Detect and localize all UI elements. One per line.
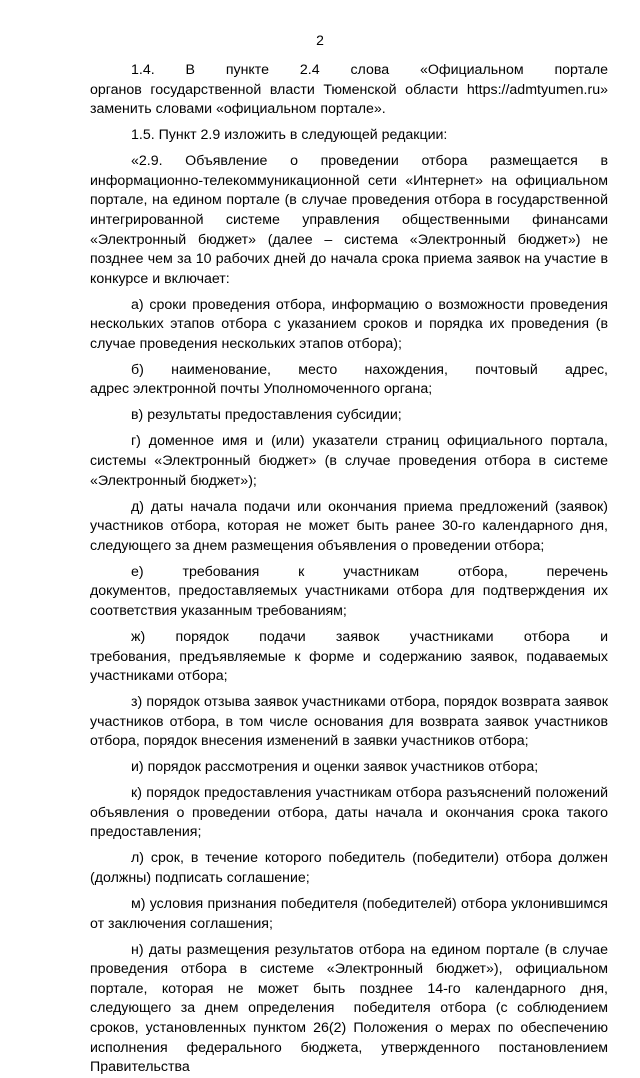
list-item-d: д) даты начала подачи или окончания приема предложений (заявок) участников отбора, которая не может быть ранее 30-го календарного дня, следующего за днем размещения объявления о проведении отбора; <box>90 498 612 554</box>
document-body <box>90 61 628 1078</box>
list-item-m: м) условия признания победителя (победителей) отбора уклонившимся от заключения соглашения; <box>90 896 612 932</box>
list-item-b: б) наименование, место нахождения, почтовый адрес, адрес электронной почты Уполномоченного органа; <box>90 361 628 398</box>
list-item-v: в) результаты предоставления субсидии; <box>131 407 402 424</box>
list-item-zh: ж) порядок подачи заявок участниками отбора и требования, предъявляемые к форме и содержанию заявок, подаваемых участниками отбора; <box>90 628 628 685</box>
list-item-e: е) требования к участникам отбора, перечень документов, предоставляемых участниками отбора для подтверждения их соответствия указанным требованиям; <box>90 563 628 619</box>
list-item-l: л) срок, в течение которого победитель (победители) отбора должен (должны) подписать соглашение; <box>90 850 612 887</box>
list-item-k: к) порядок предоставления участникам отбора разъяснений положений объявления о проведении отбора, даты начала и окончания срока такого предоставления; <box>90 785 612 841</box>
list-item-a: а) сроки проведения отбора, информацию о возможности проведения нескольких этапов отбора с указанием сроков и порядка их проведения (в случае проведения нескольких этапов отбора); <box>90 296 612 352</box>
list-item-g: г) доменное имя и (или) указатели страниц официального портала, системы «Электронный бюджет» (в случае проведения отбора в системе «Электронный бюджет»); <box>90 433 612 489</box>
paragraph-1-4: 1.4. В пункте 2.4 слова «Официальном портале органов государственной власти Тюменской области https://admtyumen.ru» заменить словами «официальном портале». <box>90 62 628 118</box>
paragraph-2-9-intro: «2.9. Объявление о проведении отбора размещается в информационно-телекоммуникационной сети «Интернет» на официальном портале, на едином портале (в случае проведения отбора в государственной интегрированной системе управления общественными финансами «Электронный бюджет» (далее – система «Электронный бюджет») не позднее чем за 10 рабочих дней до начала срока приема заявок на участие в конкурсе и включает: <box>90 153 612 287</box>
paragraph-1-5: 1.5. Пункт 2.9 изложить в следующей редакции: <box>131 127 448 144</box>
list-item-i: и) порядок рассмотрения и оценки заявок участников отбора; <box>131 759 539 776</box>
page-number: 2 <box>316 32 324 48</box>
list-item-n: н) даты размещения результатов отбора на едином портале (в случае проведения отбора в системе «Электронный бюджет»), официальном портале, которая не может быть позднее 14-го календарного дня, следующего за днем определения победителя отбора (с соблюдением сроков, установленных пунктом 26(2) Положения о мерах по обеспечению исполнения федерального бюджета, утвержденного постановлением Правительства <box>90 941 612 1076</box>
list-item-z: з) порядок отзыва заявок участниками отбора, порядок возврата заявок участников отбора, в том числе основания для возврата заявок участников отбора, порядок внесения изменений в заявки участников отбора; <box>90 694 612 750</box>
